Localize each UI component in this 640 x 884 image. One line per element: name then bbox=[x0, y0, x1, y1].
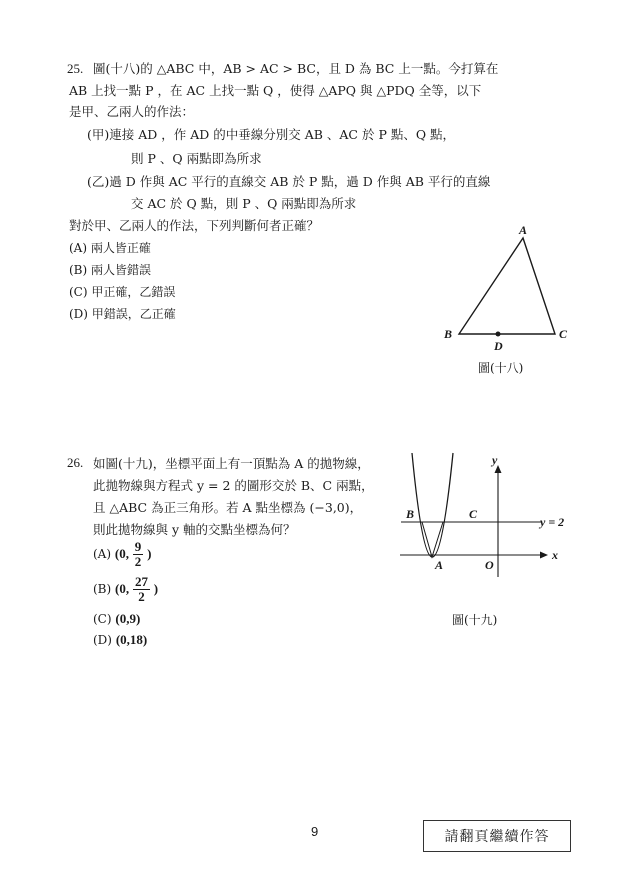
continue-notice: 請翻頁繼續作答 bbox=[423, 820, 571, 852]
triangle-abc bbox=[459, 238, 555, 334]
option-prefix: (A) bbox=[93, 547, 112, 561]
x-axis-arrow bbox=[540, 552, 548, 559]
q26-line-4: 則此拋物線與 y 軸的交點坐標為何？ bbox=[93, 522, 296, 537]
label-b: B bbox=[406, 507, 415, 521]
q25-method-yi-1: (乙)過 D 作與 AC 平行的直線交 AB 於 P 點，過 D 作與 AB 平行的直線 bbox=[87, 174, 491, 189]
point-d bbox=[496, 332, 501, 337]
label-x: x bbox=[552, 548, 558, 562]
numerator: 27 bbox=[134, 574, 148, 589]
q26-option-a bbox=[93, 540, 151, 569]
option-open: (0, bbox=[115, 581, 130, 596]
q25-option-d: (D) 甲錯誤，乙正確 bbox=[69, 307, 176, 321]
numerator: 9 bbox=[134, 539, 142, 554]
q25-question: 對於甲、乙兩人的作法，下列判斷何者正確？ bbox=[69, 218, 320, 233]
option-text: (0,18) bbox=[115, 632, 148, 647]
q26-line-2: 此拋物線與方程式 y = 2 的圖形交於 B、C 兩點， bbox=[93, 478, 374, 493]
label-y: y bbox=[492, 453, 498, 467]
q25-option-c: (C) 甲正確，乙錯誤 bbox=[69, 285, 176, 299]
q25-line-1: 圖(十八)的 △ABC 中，AB > AC > BC，且 D 為 BC 上一點。今打算在 bbox=[93, 61, 499, 76]
q26-option-d bbox=[93, 632, 147, 648]
option-prefix: (C) bbox=[93, 612, 112, 626]
q25-method-yi-2: 交 AC 於 Q 點，則 P 、Q 兩點即為所求 bbox=[131, 196, 357, 211]
q25-line-3: 是甲、乙兩人的作法： bbox=[69, 104, 195, 119]
label-c: C bbox=[559, 327, 568, 341]
q26-option-c bbox=[93, 611, 140, 627]
q26-number: 26. bbox=[67, 455, 84, 470]
q25-method-jia-2: 則 P 、Q 兩點即為所求 bbox=[131, 151, 262, 166]
triangle-abc bbox=[422, 522, 443, 557]
label-c: C bbox=[469, 507, 478, 521]
q25-option-a: (A) 兩人皆正確 bbox=[69, 241, 151, 255]
option-prefix: (D) bbox=[93, 633, 112, 647]
q26-line-1: 如圖(十九)，坐標平面上有一頂點為 A 的拋物線， bbox=[93, 456, 370, 471]
figure-19-caption: 圖(十九) bbox=[452, 613, 498, 627]
q25-method-jia-1: (甲)連接 AD ，作 AD 的中垂線分別交 AB 、AC 於 P 點、Q 點， bbox=[87, 127, 456, 142]
label-o: O bbox=[485, 558, 494, 572]
page-number: 9 bbox=[311, 824, 319, 839]
option-close: ) bbox=[147, 546, 152, 561]
label-b: B bbox=[444, 327, 453, 341]
label-a: A bbox=[435, 558, 444, 572]
label-a: A bbox=[519, 223, 528, 237]
option-open: (0, bbox=[114, 546, 129, 561]
option-text: (0,9) bbox=[115, 611, 141, 626]
q26-option-b bbox=[93, 575, 158, 604]
option-fraction bbox=[133, 575, 150, 604]
q25-line-2: AB 上找一點 P ，在 AC 上找一點 Q ，使得 △APQ 與 △PDQ 全等，以下 bbox=[69, 83, 482, 98]
q25-option-b: (B) 兩人皆錯誤 bbox=[69, 263, 151, 277]
option-fraction bbox=[133, 540, 144, 569]
denominator: 2 bbox=[133, 589, 150, 604]
q26-line-3: 且 △ABC 為正三角形。若 A 點坐標為 (−3,0)， bbox=[93, 500, 363, 515]
figure-18-caption: 圖(十八) bbox=[478, 361, 524, 375]
figure-18-triangle bbox=[440, 220, 580, 355]
option-close: ) bbox=[153, 581, 159, 596]
label-line: y = 2 bbox=[540, 515, 565, 529]
label-d: D bbox=[494, 339, 503, 353]
option-prefix: (B) bbox=[93, 582, 112, 596]
q25-number: 25. bbox=[67, 61, 84, 76]
denominator: 2 bbox=[134, 554, 142, 569]
parabola-curve bbox=[412, 453, 453, 557]
figure-19-parabola bbox=[395, 452, 575, 582]
